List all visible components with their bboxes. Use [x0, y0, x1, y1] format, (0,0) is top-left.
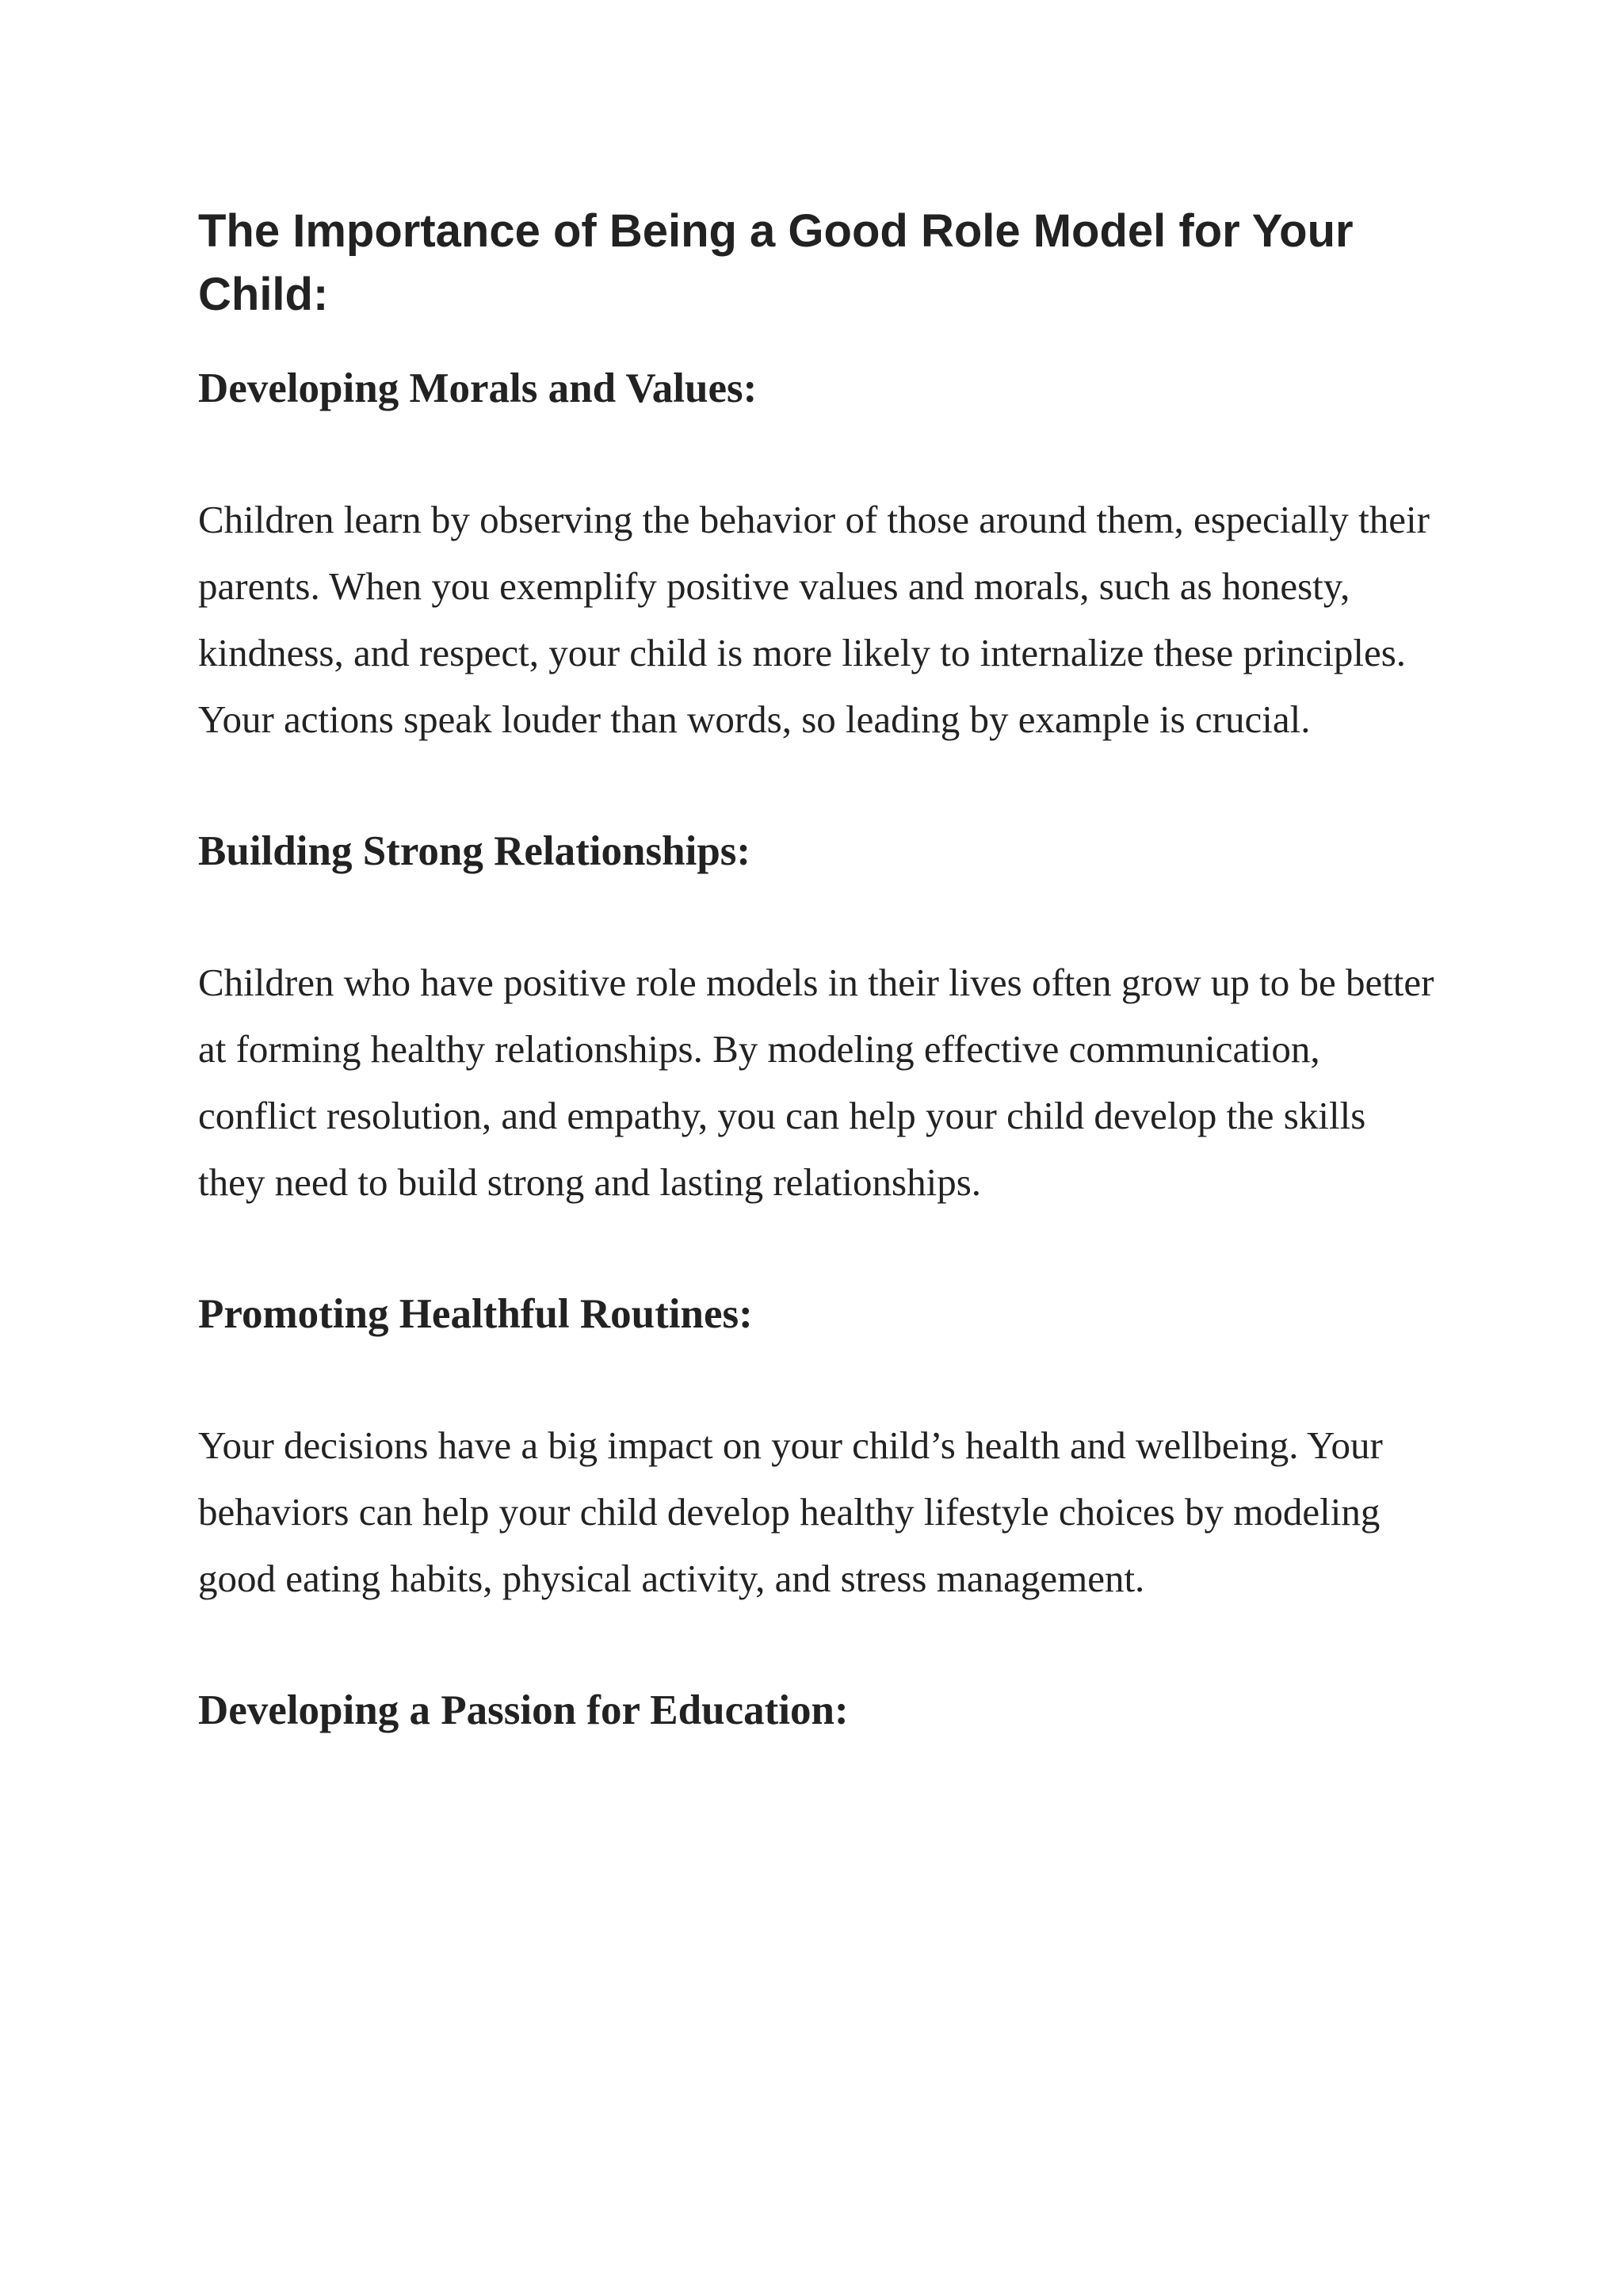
document-page — [198, 200, 1450, 1744]
section-body-healthful-routines: Your decisions have a big impact on your child’s health and wellbeing. Your behaviors can help your child develop healthy lifestyle choices by modeling good eating habits, physical activity, and stress management. — [198, 1423, 1383, 1600]
section-heading-relationships: Building Strong Relationships: — [198, 828, 751, 874]
section-heading-morals-values: Developing Morals and Values: — [198, 365, 758, 411]
section-heading-education: Developing a Passion for Education: — [198, 1687, 849, 1733]
section-body-morals-values: Children learn by observing the behavior of those around them, especially their parents. When you exemplify positive values and morals, such as honesty, kindness, and respect, your child is more likely to internalize these principles. Your actions speak louder than words, so leading by example is crucial. — [198, 498, 1430, 741]
section-heading-healthful-routines: Promoting Healthful Routines: — [198, 1291, 753, 1337]
section-body-relationships: Children who have positive role models in their lives often grow up to be better at forming healthy relationships. By modeling effective communication, conflict resolution, and empathy, you can help your child develop the skills they need to build strong and lasting relationships. — [198, 961, 1434, 1204]
page-title: The Importance of Being a Good Role Model for Your Child: — [198, 205, 1354, 320]
